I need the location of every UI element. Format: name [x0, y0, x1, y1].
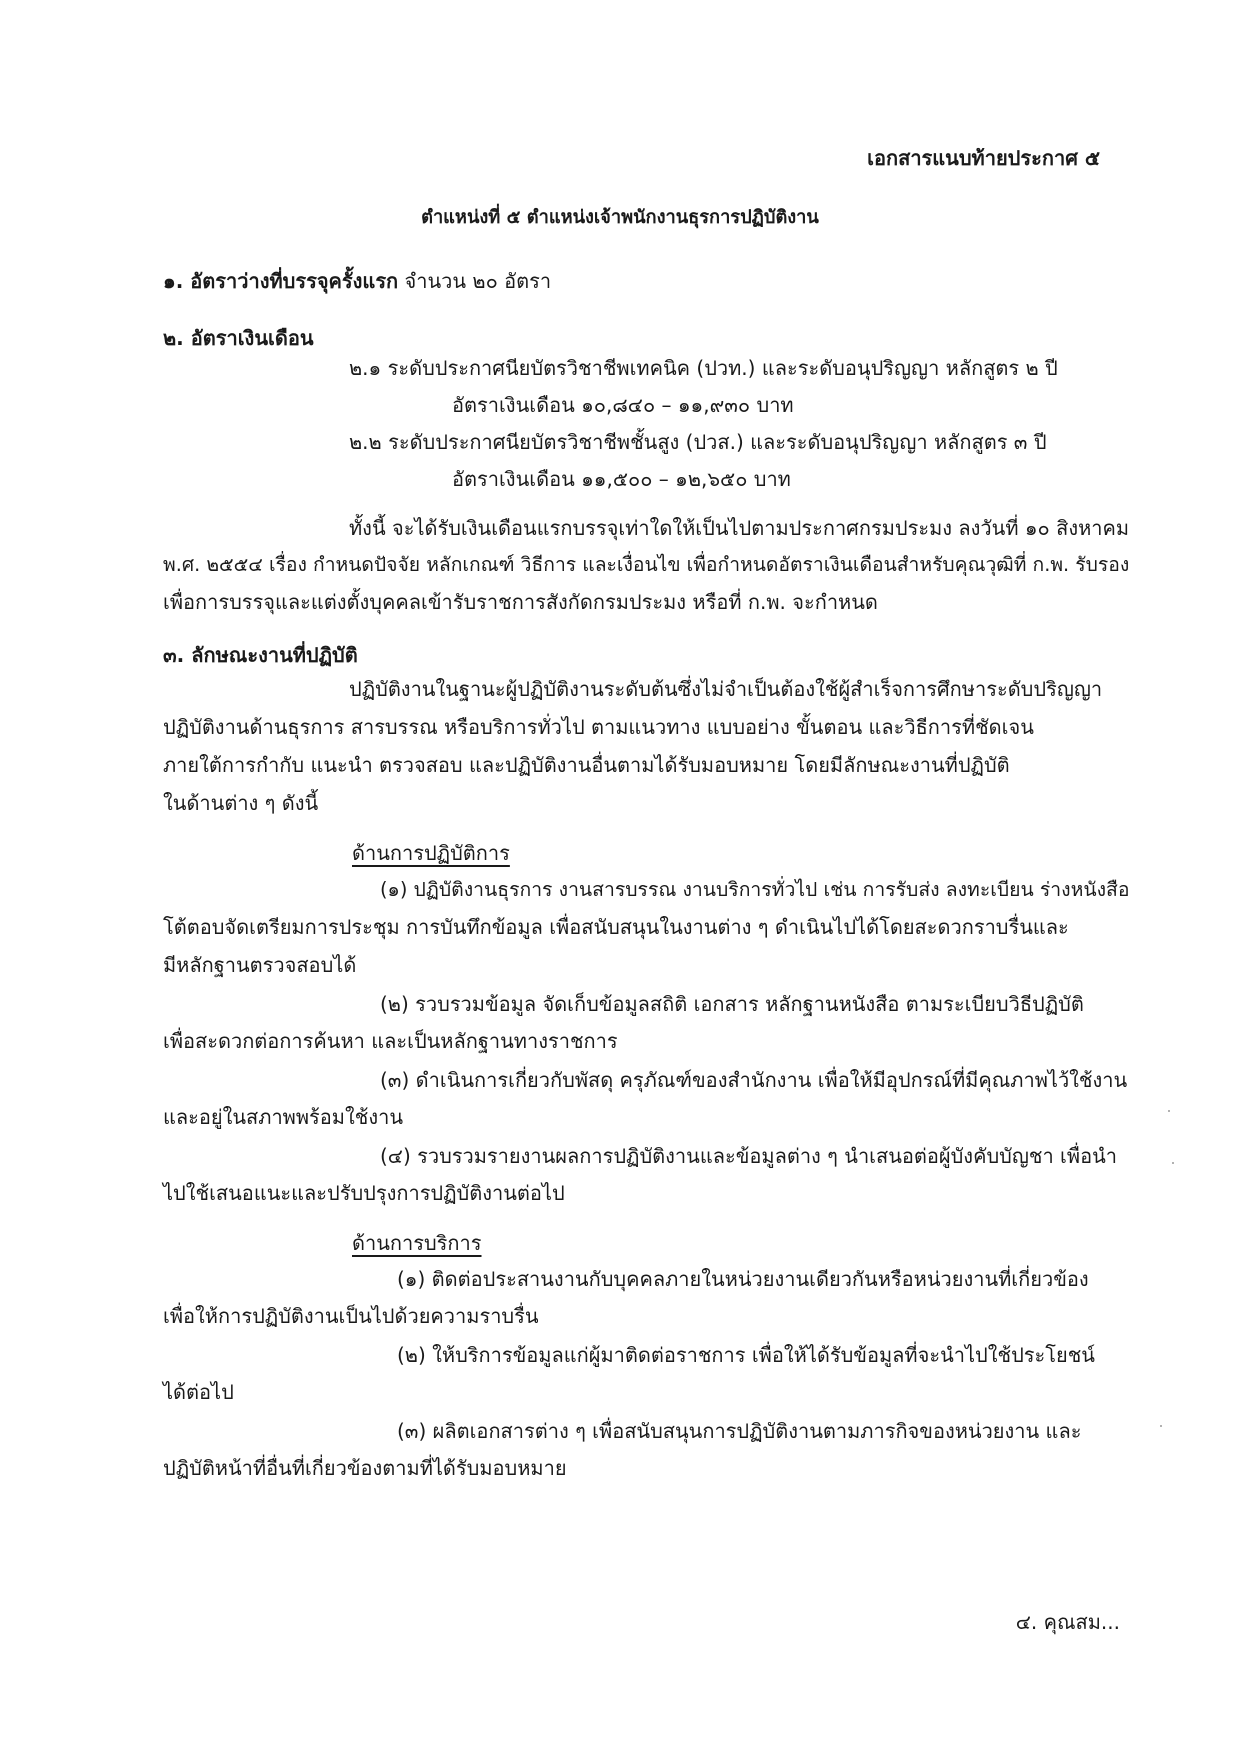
operations-heading: ด้านการปฏิบัติการ: [352, 841, 510, 865]
salary-item-2-range: อัตราเงินเดือน ๑๑,๕๐๐ – ๑๒,๖๕๐ บาท: [452, 467, 791, 491]
page-title: ตำแหน่งที่ ๕ ตำแหน่งเจ้าพนักงานธุรการปฏิบัติงาน: [421, 207, 819, 228]
operations-item-4-line: ไปใช้เสนอแนะและปรับปรุงการปฏิบัติงานต่อไป: [163, 1181, 565, 1205]
salary-note-line: เพื่อการบรรจุและแต่งตั้งบุคคลเข้ารับราชการสังกัดกรมประมง หรือที่ ก.พ. จะกำหนด: [163, 590, 878, 614]
salary-note-line: พ.ศ. ๒๕๕๔ เรื่อง กำหนดปัจจัย หลักเกณฑ์ วิธีการ และเงื่อนไข เพื่อกำหนดอัตราเงินเดือนสำหรับคุณวุฒิที่ ก.พ. รับรอง: [163, 553, 1130, 576]
salary-item-1-label: ๒.๑ ระดับประกาศนียบัตรวิชาชีพเทคนิค (ปวท.) และระดับอนุปริญญา หลักสูตร ๒ ปี: [349, 356, 1058, 380]
duty-intro-line: ในด้านต่าง ๆ ดังนี้: [163, 791, 319, 815]
services-item-2-line: ได้ต่อไป: [163, 1380, 234, 1404]
services-item-2-line: (๒) ให้บริการข้อมูลแก่ผู้มาติดต่อราชการ เพื่อให้ได้รับข้อมูลที่จะนำไปใช้ประโยชน์: [397, 1343, 1095, 1367]
services-item-1-line: (๑) ติดต่อประสานงานกับบุคคลภายในหน่วยงานเดียวกันหรือหน่วยงานที่เกี่ยวข้อง: [397, 1267, 1089, 1291]
operations-item-1-line: มีหลักฐานตรวจสอบได้: [163, 953, 357, 977]
scan-speck: [1168, 1110, 1170, 1112]
section-1-detail: จำนวน ๒๐ อัตรา: [404, 269, 552, 293]
services-item-3-line: ปฏิบัติหน้าที่อื่นที่เกี่ยวข้องตามที่ได้รับมอบหมาย: [163, 1456, 567, 1480]
salary-item-1-range: อัตราเงินเดือน ๑๐,๘๔๐ – ๑๑,๙๓๐ บาท: [452, 393, 794, 417]
duty-intro-line: ปฏิบัติงานด้านธุรการ สารบรรณ หรือบริการทั่วไป ตามแนวทาง แบบอย่าง ขั้นตอน และวิธีการที่ชัดเจน: [163, 715, 1034, 739]
salary-item-2-label: ๒.๒ ระดับประกาศนียบัตรวิชาชีพชั้นสูง (ปวส.) และระดับอนุปริญญา หลักสูตร ๓ ปี: [349, 430, 1047, 454]
continuation-marker: ๔. คุณสม...: [1015, 1610, 1120, 1634]
scan-speck: [1172, 1162, 1174, 1164]
section-1: [163, 266, 551, 296]
services-item-1-line: เพื่อให้การปฏิบัติงานเป็นไปด้วยความราบรื่น: [163, 1304, 539, 1328]
operations-item-1-line: โต้ตอบจัดเตรียมการประชุม การบันทึกข้อมูล เพื่อสนับสนุนในงานต่าง ๆ ดำเนินไปได้โดยสะดวกราบรื่นและ: [163, 915, 1069, 939]
scan-speck: [1160, 1425, 1162, 1427]
operations-item-2-line: เพื่อสะดวกต่อการค้นหา และเป็นหลักฐานทางราชการ: [163, 1029, 618, 1053]
operations-item-3-line: และอยู่ในสภาพพร้อมใช้งาน: [163, 1105, 403, 1129]
operations-item-3-line: (๓) ดำเนินการเกี่ยวกับพัสดุ ครุภัณฑ์ของสำนักงาน เพื่อให้มีอุปกรณ์ที่มีคุณภาพไว้ใช้งาน: [380, 1068, 1128, 1092]
services-item-3-line: (๓) ผลิตเอกสารต่าง ๆ เพื่อสนับสนุนการปฏิบัติงานตามภารกิจของหน่วยงาน และ: [397, 1419, 1082, 1443]
section-3-heading: ๓. ลักษณะงานที่ปฏิบัติ: [163, 643, 358, 667]
section-1-heading: ๑. อัตราว่างที่บรรจุครั้งแรก: [163, 269, 399, 293]
salary-note-line: ทั้งนี้ จะได้รับเงินเดือนแรกบรรจุเท่าใดให้เป็นไปตามประกาศกรมประมง ลงวันที่ ๑๐ สิงหาคม: [349, 516, 1130, 540]
duty-intro-line: ภายใต้การกำกับ แนะนำ ตรวจสอบ และปฏิบัติงานอื่นตามได้รับมอบหมาย โดยมีลักษณะงานที่ปฏิบัติ: [163, 753, 1010, 777]
operations-item-2-line: (๒) รวบรวมข้อมูล จัดเก็บข้อมูลสถิติ เอกสาร หลักฐานหนังสือ ตามระเบียบวิธีปฏิบัติ: [380, 992, 1084, 1016]
attachment-label: เอกสารแนบท้ายประกาศ ๕: [867, 146, 1100, 170]
operations-item-4-line: (๔) รวบรวมรายงานผลการปฏิบัติงานและข้อมูลต่าง ๆ นำเสนอต่อผู้บังคับบัญชา เพื่อนำ: [380, 1144, 1117, 1168]
section-2-heading: ๒. อัตราเงินเดือน: [163, 326, 314, 350]
duty-intro-line: ปฏิบัติงานในฐานะผู้ปฏิบัติงานระดับต้นซึ่งไม่จำเป็นต้องใช้ผู้สำเร็จการศึกษาระดับปริญญา: [349, 677, 1103, 701]
operations-item-1-line: (๑) ปฏิบัติงานธุรการ งานสารบรรณ งานบริการทั่วไป เช่น การรับส่ง ลงทะเบียน ร่างหนังสือ: [380, 878, 1130, 901]
services-heading: ด้านการบริการ: [352, 1231, 482, 1255]
